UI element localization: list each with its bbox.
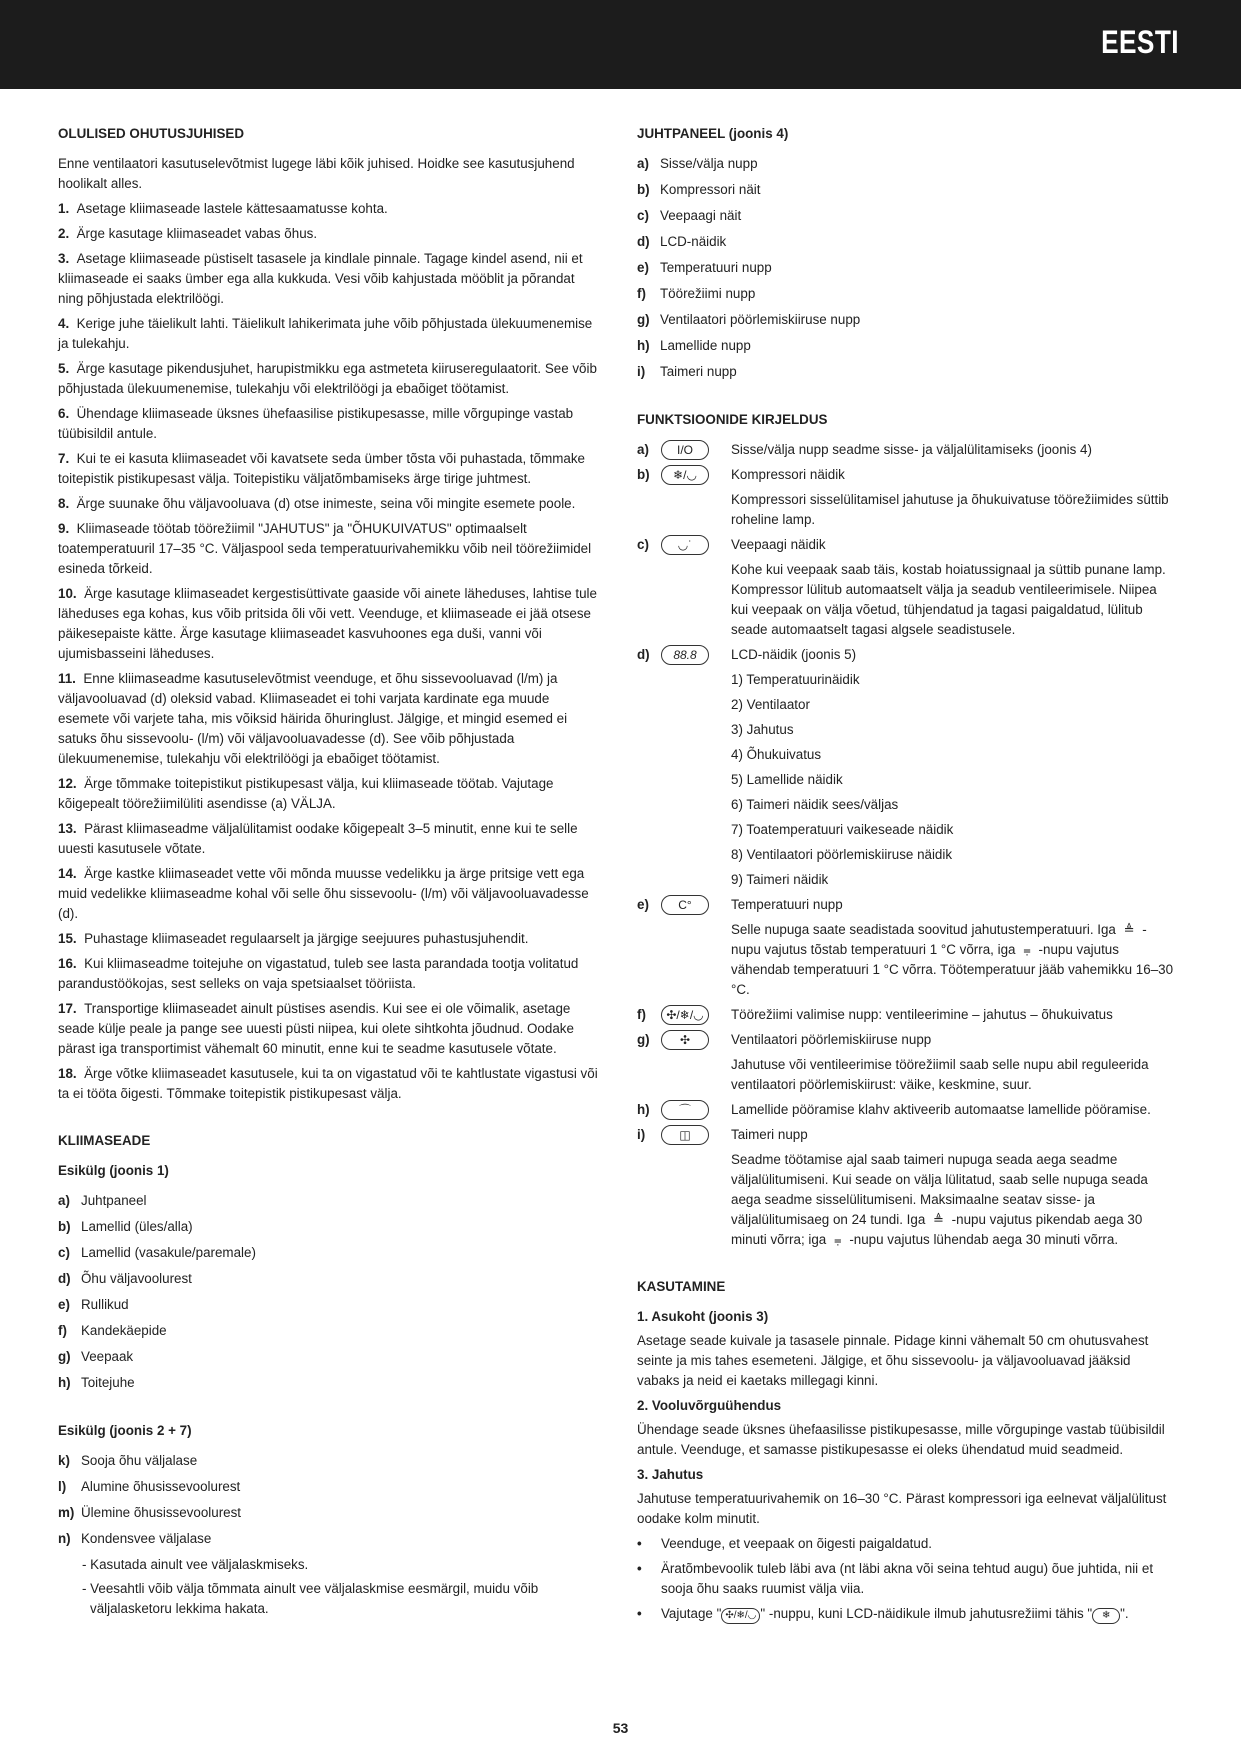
safety-item-number: 6. xyxy=(58,406,70,421)
panel-list xyxy=(637,154,1174,382)
temperature-icon: C° xyxy=(661,895,709,915)
safety-item-text: Asetage kliimaseade püstiselt tasasele ja kindlale pinnale. Tagage kindel asend, nii et kliimaseade ei saaks ümber ega alla kukkuda. Vesi võib kahjustada mööblit ja põrandat ning põhjustada elektrilöögi. xyxy=(58,251,583,306)
item-key: l) xyxy=(58,1479,67,1494)
item-text: Lamellid (üles/alla) xyxy=(81,1219,193,1234)
safety-item-text: Ärge suunake õhu väljavooluava (d) otse inimeste, seina või mingite esemete poole. xyxy=(76,496,576,511)
panel-title: JUHTPANEEL (joonis 4) xyxy=(637,126,789,141)
function-text: Veepaagi näidik xyxy=(731,537,826,552)
front-list-item xyxy=(58,1321,598,1341)
lcd-sub-item: 1) Temperatuurinäidik xyxy=(731,672,860,687)
timer-icon: ◫ xyxy=(661,1125,709,1145)
item-key: g) xyxy=(637,312,650,327)
lcd-sub-item: 9) Taimeri näidik xyxy=(731,872,829,887)
lcd-sub-list xyxy=(637,670,1174,890)
safety-item xyxy=(58,224,598,244)
function-text: Ventilaatori pöörlemiskiiruse nupp xyxy=(731,1032,932,1047)
page-number: 53 xyxy=(612,1720,629,1736)
item-key: d) xyxy=(637,234,650,249)
down-triangle-icon: ⩦ xyxy=(834,1232,842,1247)
cooling-icon: ❄ xyxy=(1092,1608,1120,1624)
safety-item-number: 10. xyxy=(58,586,77,601)
up-triangle-icon: ≜ xyxy=(1123,922,1135,937)
function-d xyxy=(637,645,1174,665)
safety-item-text: Kerige juhe täielikult lahti. Täielikult lahikerimata juhe võib põhjustada ülekuumenemise ja tulekahju. xyxy=(58,316,593,351)
left-column xyxy=(58,124,598,1623)
safety-item-text: Puhastage kliimaseadet regulaarselt ja järgige seejuures puhastusjuhendit. xyxy=(84,931,529,946)
safety-item-number: 16. xyxy=(58,956,77,971)
item-key: f) xyxy=(58,1323,67,1338)
safety-item-text: Kliimaseade töötab töörežiimil "JAHUTUS" ja "ÕHUKUIVATUS" optimaalselt toatemperatuuril 17–35 °C. Väljaspool seda temperatuurivahemikku võib neil töörežiimidel esineda tõrkeid. xyxy=(58,521,592,576)
up-triangle-icon: ≜ xyxy=(933,1212,944,1227)
safety-item-number: 5. xyxy=(58,361,70,376)
front-list-item xyxy=(58,1217,598,1237)
back-list-item xyxy=(58,1529,598,1549)
safety-item xyxy=(58,819,598,859)
function-e-desc: Selle nupuga saate seadistada soovitud jahutustemperatuuri. Iga ≜ -nupu vajutus tõstab temperatuuri 1 °C võrra, iga ⩦ -nupu vajutus vähendab temperatuuri 1 °C võrra. Töötemperatuur jääb vahemikku 16–30 °C. xyxy=(731,922,1174,997)
function-h xyxy=(637,1100,1174,1120)
back-list xyxy=(58,1451,598,1549)
item-key: b) xyxy=(58,1219,71,1234)
safety-item-number: 2. xyxy=(58,226,70,241)
safety-item-number: 12. xyxy=(58,776,77,791)
safety-item xyxy=(58,929,598,949)
front-list-item xyxy=(58,1373,598,1393)
function-c-desc: Kohe kui veepaak saab täis, kostab hoiatussignaal ja süttib punane lamp. Kompressor lülitub automaatselt välja ja seadub ventileerimisele. Niipea kui veepaak on välja võetud, tühjendatud ja tagasi paigaldatud, lülitub seade automaatselt tagasi algsele seadistusele. xyxy=(731,562,1166,637)
function-key: h) xyxy=(637,1102,650,1117)
item-text: LCD-näidik xyxy=(660,234,727,249)
lcd-sub-item: 2) Ventilaator xyxy=(731,697,810,712)
back-title: Esikülg (joonis 2 + 7) xyxy=(58,1423,192,1438)
function-key: g) xyxy=(637,1032,650,1047)
lcd-icon: 88.8 xyxy=(661,645,709,665)
lcd-sub-item: 3) Jahutus xyxy=(731,722,794,737)
safety-item xyxy=(58,1064,598,1104)
usage-s2-text: Ühendage seade üksnes ühefaasilisse pistikupesasse, mille võrgupinge vastab tüübisildil antule. Veenduge, et samasse pistikupesasse ei oleks ühendatud muid seadmeid. xyxy=(637,1422,1165,1457)
function-text: Taimeri nupp xyxy=(731,1127,808,1142)
item-text: Taimeri nupp xyxy=(660,364,737,379)
item-text: Juhtpaneel xyxy=(81,1193,147,1208)
bullet-item: • Veenduge, et veepaak on õigesti paigaldatud. xyxy=(637,1536,933,1551)
item-text: Kondensvee väljalase xyxy=(81,1531,212,1546)
item-key: e) xyxy=(58,1297,70,1312)
item-text: Veepaagi näit xyxy=(660,208,742,223)
back-list-item xyxy=(58,1477,598,1497)
safety-item-number: 11. xyxy=(58,671,76,686)
safety-item-text: Pärast kliimaseadme väljalülitamist oodake kõigepealt 3–5 minutit, enne kui te selle uuesti kasutusele võtate. xyxy=(58,821,578,856)
mode-icon: ✣/❄/◡ xyxy=(721,1608,760,1624)
function-key: c) xyxy=(637,537,649,552)
safety-item-text: Enne kliimaseadme kasutuselevõtmist veenduge, et õhu sissevooluavad (l/m) ja väljavooluavad (d) oleksid vabad. Kliimaseadet ei tohi varjata kardinate ega muude esemete või varjete taha, mis võiksid häirida õhuringlust. Jälgige, et mingid esemed ei satuks õhu sissevoolu- (l/m) või väljavooluavadesse (d). See võib põhjustada ülekuumenemise, tulekahju või elektrilöögi ja ebaõiget töötamist. xyxy=(58,671,568,766)
function-a xyxy=(637,440,1174,460)
item-text: Lamellide nupp xyxy=(660,338,751,353)
lcd-sub-item: 8) Ventilaatori pöörlemiskiiruse näidik xyxy=(731,847,953,862)
note-1: - Kasutada ainult vee väljalaskmiseks. xyxy=(82,1557,309,1572)
function-key: i) xyxy=(637,1127,646,1142)
safety-item xyxy=(58,999,598,1059)
safety-item-text: Ärge kastke kliimaseadet vette või mõnda muusse vedelikku ja ärge pritsige vett ega muid vedelikke kliimaseadme kohal või selle õhu sissevoolu- (l/m) või väljavooluavadesse (d). xyxy=(58,866,589,921)
safety-item-number: 7. xyxy=(58,451,70,466)
front-list-item xyxy=(58,1269,598,1289)
safety-item-number: 3. xyxy=(58,251,70,266)
item-text: Veepaak xyxy=(81,1349,134,1364)
power-icon: I/O xyxy=(661,440,709,460)
safety-intro: Enne ventilaatori kasutuselevõtmist lugege läbi kõik juhised. Hoidke see kasutusjuhend hoolikalt alles. xyxy=(58,156,575,191)
item-key: a) xyxy=(58,1193,70,1208)
usage-s3-title: 3. Jahutus xyxy=(637,1467,704,1482)
function-b-desc: Kompressori sisselülitamisel jahutuse ja õhukuivatuse töörežiimides süttib roheline lamp. xyxy=(731,492,1169,527)
safety-item-text: Ärge kasutage kliimaseadet kergestisüttivate gaaside või ainete läheduses, lahtise tule läheduses ega kohas, kus võib pritsida õli või vett. Veenduge, et kliimaseade ei jää otsese päikesepaiste kätte. Ärge kasutage kliimaseadet kasvuhoones ega duši, vanni või ujumisbasseini läheduses. xyxy=(58,586,597,661)
function-key: d) xyxy=(637,647,650,662)
back-list-item xyxy=(58,1503,598,1523)
front-list-item xyxy=(58,1295,598,1315)
back-list-item xyxy=(58,1451,598,1471)
lcd-sub-item: 7) Toatemperatuuri vaikeseade näidik xyxy=(731,822,954,837)
item-text: Alumine õhusissevoolurest xyxy=(81,1479,241,1494)
safety-list xyxy=(58,199,598,1104)
lcd-sub-item: 4) Õhukuivatus xyxy=(731,747,822,762)
water-tank-icon: ◡˙ xyxy=(661,535,709,555)
item-key: c) xyxy=(637,208,649,223)
item-key: e) xyxy=(637,260,649,275)
front-list-item xyxy=(58,1243,598,1263)
front-list-item xyxy=(58,1347,598,1367)
function-text: Kompressori näidik xyxy=(731,467,845,482)
function-i xyxy=(637,1125,1174,1145)
safety-item-text: Kui kliimaseadme toitejuhe on vigastatud, tuleb see lasta parandada tootja volitatud parandustöökojas, sest selleks on vaja spetsiaalset tööriista. xyxy=(58,956,579,991)
function-key: f) xyxy=(637,1007,646,1022)
item-text: Lamellid (vasakule/paremale) xyxy=(81,1245,256,1260)
item-text: Temperatuuri nupp xyxy=(660,260,772,275)
swing-icon: ⌒ xyxy=(661,1100,709,1120)
usage-s1-title: 1. Asukoht (joonis 3) xyxy=(637,1309,769,1324)
safety-item-number: 4. xyxy=(58,316,70,331)
function-text: Töörežiimi valimise nupp: ventileerimine – jahutus – õhukuivatus xyxy=(731,1007,1113,1022)
front-list xyxy=(58,1191,598,1393)
function-key: e) xyxy=(637,897,649,912)
function-g-desc: Jahutuse või ventileerimise töörežiimil saab selle nupu abil reguleerida ventilaatori pöörlemiskiirust: väike, keskmine, suur. xyxy=(731,1057,1149,1092)
safety-item-number: 8. xyxy=(58,496,70,511)
safety-item xyxy=(58,359,598,399)
item-key: h) xyxy=(637,338,650,353)
item-text: Ülemine õhusissevoolurest xyxy=(81,1505,242,1520)
item-text: Kompressori näit xyxy=(660,182,761,197)
item-key: a) xyxy=(637,156,649,171)
front-list-item xyxy=(58,1191,598,1211)
safety-item xyxy=(58,249,598,309)
safety-item xyxy=(58,774,598,814)
panel-list-item xyxy=(637,362,1174,382)
fan-icon: ✣ xyxy=(661,1030,709,1050)
safety-item xyxy=(58,669,598,769)
function-text: Sisse/välja nupp seadme sisse- ja väljalülitamiseks (joonis 4) xyxy=(731,442,1092,457)
function-key: b) xyxy=(637,467,650,482)
lcd-sub-item: 6) Taimeri näidik sees/väljas xyxy=(731,797,899,812)
item-key: m) xyxy=(58,1505,75,1520)
safety-item xyxy=(58,199,598,219)
function-i-desc: Seadme töötamise ajal saab taimeri nupuga seada aega seadme väljalülitumiseni. Kui seade on välja lülitatud, saab selle nupuga seada aega seadme sisselülitumiseni. Maksimaalne seatav sisse- ja väljalülitumisaeg on 24 tundi. Iga ≜ -nupu vajutus pikendab aega 30 minuti võrra; iga ⩦ -nupu vajutus lühendab aega 30 minuti võrra. xyxy=(637,1150,1174,1250)
usage-s2-title: 2. Vooluvõrguühendus xyxy=(637,1398,782,1413)
function-b xyxy=(637,465,1174,485)
panel-list-item xyxy=(637,232,1174,252)
safety-item-text: Ärge kasutage pikendusjuhet, harupistmikku ega astmeteta kiiruseregulaatorit. See võib põhjustada ülekuumenemise, tulekahju või elektrilöögi ja ebaõiget töötamist. xyxy=(58,361,597,396)
compressor-icon: ❄/◡ xyxy=(661,465,709,485)
usage-s1-text: Asetage seade kuivale ja tasasele pinnale. Pidage kinni vähemalt 50 cm ohutusvahest seinte ja mis tahes esemeteni. Jälgige, et õhu sissevoolu- ja väljavooluavad jääksid vabaks ja neid ei kaetaks millegagi kinni. xyxy=(637,1333,1149,1388)
function-key: a) xyxy=(637,442,649,457)
safety-item-number: 13. xyxy=(58,821,77,836)
function-text: Lamellide pööramise klahv aktiveerib automaatse lamellide pööramise. xyxy=(731,1102,1151,1117)
panel-list-item xyxy=(637,180,1174,200)
safety-item-number: 1. xyxy=(58,201,70,216)
item-key: k) xyxy=(58,1453,70,1468)
function-f xyxy=(637,1005,1174,1025)
function-e xyxy=(637,895,1174,915)
item-key: c) xyxy=(58,1245,70,1260)
safety-item xyxy=(58,449,598,489)
safety-item-text: Asetage kliimaseade lastele kättesaamatusse kohta. xyxy=(76,201,388,216)
item-key: b) xyxy=(637,182,650,197)
lcd-sub-item: 5) Lamellide näidik xyxy=(731,772,843,787)
device-title: KLIIMASEADE xyxy=(58,1133,151,1148)
item-text: Ventilaatori pöörlemiskiiruse nupp xyxy=(660,312,861,327)
right-column xyxy=(637,124,1174,1629)
function-text: LCD-näidik (joonis 5) xyxy=(731,647,857,662)
function-c xyxy=(637,535,1174,555)
item-key: d) xyxy=(58,1271,71,1286)
item-key: f) xyxy=(637,286,646,301)
usage-s3-text: Jahutuse temperatuurivahemik on 16–30 °C. Pärast kompressori iga eelnevat väljalülitust oodake kolm minutit. xyxy=(637,1491,1167,1526)
safety-item-number: 18. xyxy=(58,1066,77,1081)
safety-item xyxy=(58,314,598,354)
header-bar xyxy=(0,0,1241,89)
safety-item-text: Ärge võtke kliimaseadet kasutusele, kui ta on vigastatud või te kahtlustate vigastusi või ta ei tööta õigesti. Tõmmake toitepistik pistikupesast välja. xyxy=(58,1066,598,1101)
mode-icon: ✣/❄/◡ xyxy=(661,1005,709,1025)
item-key: n) xyxy=(58,1531,71,1546)
panel-list-item xyxy=(637,284,1174,304)
item-key: h) xyxy=(58,1375,71,1390)
item-text: Õhu väljavoolurest xyxy=(81,1271,192,1286)
item-key: g) xyxy=(58,1349,71,1364)
item-text: Töörežiimi nupp xyxy=(660,286,756,301)
safety-item xyxy=(58,494,598,514)
item-text: Toitejuhe xyxy=(81,1375,135,1390)
panel-list-item xyxy=(637,310,1174,330)
front-title: Esikülg (joonis 1) xyxy=(58,1163,169,1178)
safety-item-text: Ühendage kliimaseade üksnes ühefaasilise pistikupesasse, mille võrgupinge vastab tüübisildil antule. xyxy=(58,406,574,441)
safety-item-text: Kui te ei kasuta kliimaseadet või kavatsete seda ümber tõsta või puhastada, tõmmake toitepistik pistikupesast välja. Toitepistiku väljatõmbamiseks ärge tirige juhtmest. xyxy=(58,451,585,486)
panel-list-item xyxy=(637,154,1174,174)
functions-title: FUNKTSIOONIDE KIRJELDUS xyxy=(637,412,828,427)
safety-item xyxy=(58,584,598,664)
safety-item-number: 14. xyxy=(58,866,77,881)
function-text: Temperatuuri nupp xyxy=(731,897,843,912)
item-key: i) xyxy=(637,364,646,379)
safety-item-text: Ärge tõmmake toitepistikut pistikupesast välja, kui kliimaseade töötab. Vajutage kõigepealt töörežiimilüliti asendisse (a) VÄLJA. xyxy=(58,776,554,811)
function-g xyxy=(637,1030,1174,1050)
language-label: EESTI xyxy=(1101,24,1179,60)
item-text: Rullikud xyxy=(81,1297,129,1312)
safety-item-text: Transportige kliimaseadet ainult püstises asendis. Kui see ei ole võimalik, asetage seade külje peale ja pange see uuesti püsti niipea, kui olete sihtkohta jõudnud. Oodake pärast iga transportimist vähemalt 60 minutit, enne kui te seadme kasutusele võtate. xyxy=(58,1001,574,1056)
panel-list-item xyxy=(637,206,1174,226)
safety-item xyxy=(58,519,598,579)
safety-item xyxy=(58,954,598,994)
safety-title: OLULISED OHUTUSJUHISED xyxy=(58,126,244,141)
down-triangle-icon: ⩦ xyxy=(1023,942,1031,957)
bullet-item: • Vajutage " ✣/❄/◡ " -nuppu, kuni LCD-näidikule ilmub jahutusrežiimi tähis " ❄ ". xyxy=(637,1604,1174,1624)
item-text: Kandekäepide xyxy=(81,1323,167,1338)
usage-title: KASUTAMINE xyxy=(637,1279,726,1294)
item-text: Sooja õhu väljalase xyxy=(81,1453,198,1468)
safety-item-number: 17. xyxy=(58,1001,77,1016)
item-text: Sisse/välja nupp xyxy=(660,156,758,171)
bullet-item: • Äratõmbevoolik tuleb läbi ava (nt läbi akna või seina tehtud augu) õue juhtida, nii et sooja õhu saaks ruumist välja viia. xyxy=(637,1561,1154,1596)
note-2: - Veesahtli võib välja tõmmata ainult vee väljalaskmise eesmärgil, muidu võib väljalasketoru lekkima hakata. xyxy=(82,1581,539,1616)
panel-list-item xyxy=(637,336,1174,356)
safety-item-number: 15. xyxy=(58,931,77,946)
safety-item-text: Ärge kasutage kliimaseadet vabas õhus. xyxy=(76,226,318,241)
safety-item-number: 9. xyxy=(58,521,70,536)
safety-item xyxy=(58,404,598,444)
safety-item xyxy=(58,864,598,924)
panel-list-item xyxy=(637,258,1174,278)
